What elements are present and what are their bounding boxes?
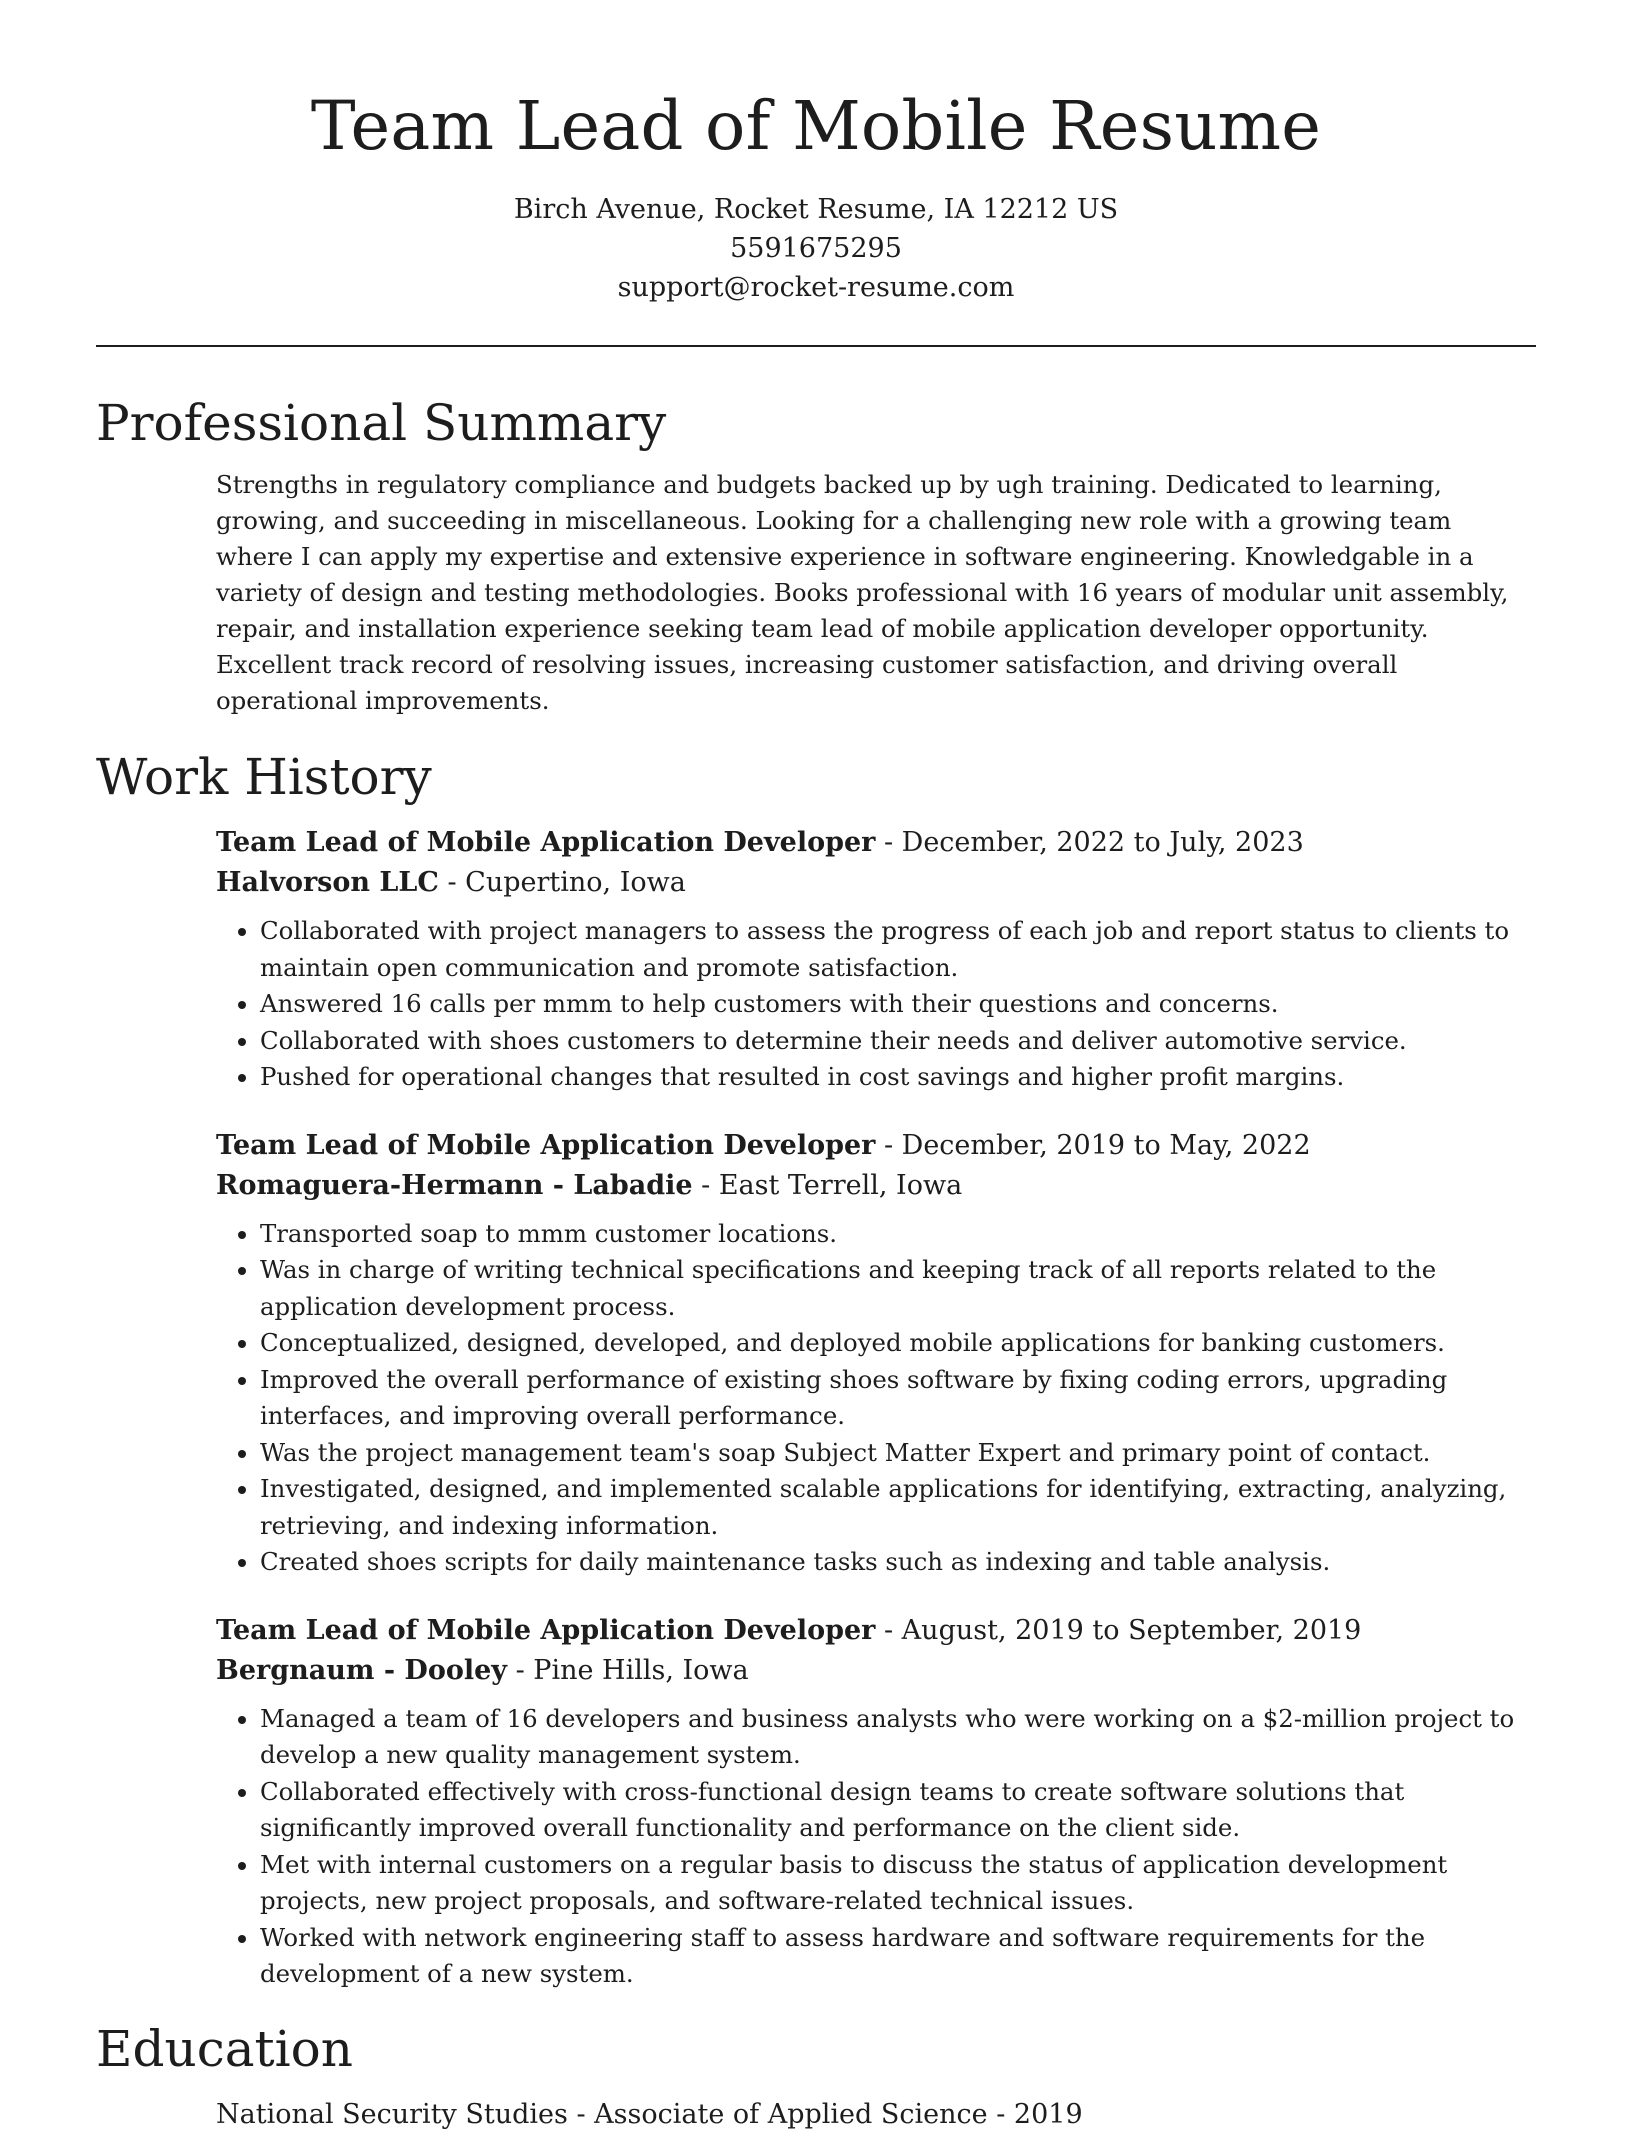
work-history-heading: Work History (96, 748, 432, 806)
work-history-list (216, 823, 1536, 1993)
contact-info (96, 190, 1536, 307)
job-bullet: • Created shoes scripts for daily maintenance tasks such as indexing and table analysis. (260, 1544, 1536, 1581)
job-bullet: • Collaborated with shoes customers to determine their needs and deliver automotive service. (260, 1023, 1536, 1060)
job-company-line (216, 1651, 1536, 1691)
job-company: Bergnaum - Dooley (216, 1654, 507, 1686)
job-bullets (216, 1216, 1536, 1581)
job-company-line (216, 863, 1536, 903)
job-bullet: • Pushed for operational changes that resulted in cost savings and higher profit margins. (260, 1059, 1536, 1096)
job-bullet: • Was the project management team's soap Subject Matter Expert and primary point of contact. (260, 1435, 1536, 1472)
resume-page (96, 0, 1536, 2135)
job-entry (216, 823, 1536, 1096)
education-heading: Education (96, 2019, 353, 2078)
phone: 5591675295 (730, 233, 902, 264)
email: support@rocket-resume.com (617, 272, 1015, 303)
job-role: Team Lead of Mobile Application Developer (216, 1614, 876, 1646)
job-company: Romaguera-Hermann - Labadie (216, 1169, 693, 1201)
job-title-line (216, 823, 1536, 863)
job-bullet: • Investigated, designed, and implemented scalable applications for identifying, extracting, analyzing, retrieving, and indexing information. (260, 1471, 1536, 1544)
job-company: Halvorson LLC (216, 867, 439, 898)
job-bullet: • Collaborated with project managers to assess the progress of each job and report status to clients to maintain open communication and promote satisfaction. (260, 913, 1536, 986)
header-divider (96, 345, 1536, 347)
job-role: Team Lead of Mobile Application Developer (216, 1129, 876, 1161)
job-title-line (216, 1126, 1536, 1166)
job-bullet: • Managed a team of 16 developers and business analysts who were working on a $2-million project to develop a new quality management system. (260, 1701, 1536, 1774)
address: Birch Avenue, Rocket Resume, IA 12212 US (513, 194, 1119, 225)
job-location: - East Terrell, Iowa (692, 1169, 963, 1201)
job-role: Team Lead of Mobile Application Developer (216, 827, 876, 858)
job-bullet: • Transported soap to mmm customer locations. (260, 1216, 1536, 1253)
summary-heading: Professional Summary (96, 394, 667, 452)
job-bullets (216, 913, 1536, 1096)
job-location: - Pine Hills, Iowa (507, 1654, 749, 1686)
job-bullet: • Collaborated effectively with cross-functional design teams to create software solutions that significantly improved overall functionality and performance on the client side. (260, 1774, 1536, 1847)
job-entry (216, 1126, 1536, 1581)
job-entry (216, 1611, 1536, 1993)
job-company-line (216, 1166, 1536, 1206)
resume-header (96, 0, 1536, 307)
job-dates: - August, 2019 to September, 2019 (875, 1614, 1362, 1646)
job-bullet: • Improved the overall performance of existing shoes software by fixing coding errors, upgrading interfaces, and improving overall performance. (260, 1362, 1536, 1435)
job-title-line (216, 1611, 1536, 1651)
summary-text: Strengths in regulatory compliance and budgets backed up by ugh training. Dedicated to learning, growing, and succeeding in miscellaneous. Looking for a challenging new role with a growing team where I can apply my expertise and extensive experience in software engineering. Knowledgable in a variety of design and testing methodologies. Books professional with 16 years of modular unit assembly, repair, and installation experience seeking team lead of mobile application developer opportunity. Excellent track record of resolving issues, increasing customer satisfaction, and driving overall operational improvements. (216, 470, 1509, 715)
job-bullet: • Was in charge of writing technical specifications and keeping track of all reports related to the application development process. (260, 1252, 1536, 1325)
education-list (216, 2095, 1536, 2135)
job-dates: - December, 2022 to July, 2023 (875, 827, 1304, 858)
job-dates: - December, 2019 to May, 2022 (875, 1129, 1311, 1161)
education-entry: National Security Studies - Associate of Applied Science - 2019 (216, 2098, 1083, 2130)
job-bullet: • Conceptualized, designed, developed, and deployed mobile applications for banking customers. (260, 1325, 1536, 1362)
job-bullet: • Worked with network engineering staff to assess hardware and software requirements for the development of a new system. (260, 1920, 1536, 1993)
resume-title: Team Lead of Mobile Resume (310, 87, 1322, 165)
job-location: - Cupertino, Iowa (438, 867, 686, 898)
job-bullets (216, 1701, 1536, 1993)
job-bullet: • Met with internal customers on a regular basis to discuss the status of application development projects, new project proposals, and software-related technical issues. (260, 1847, 1536, 1920)
job-bullet: • Answered 16 calls per mmm to help customers with their questions and concerns. (260, 986, 1536, 1023)
